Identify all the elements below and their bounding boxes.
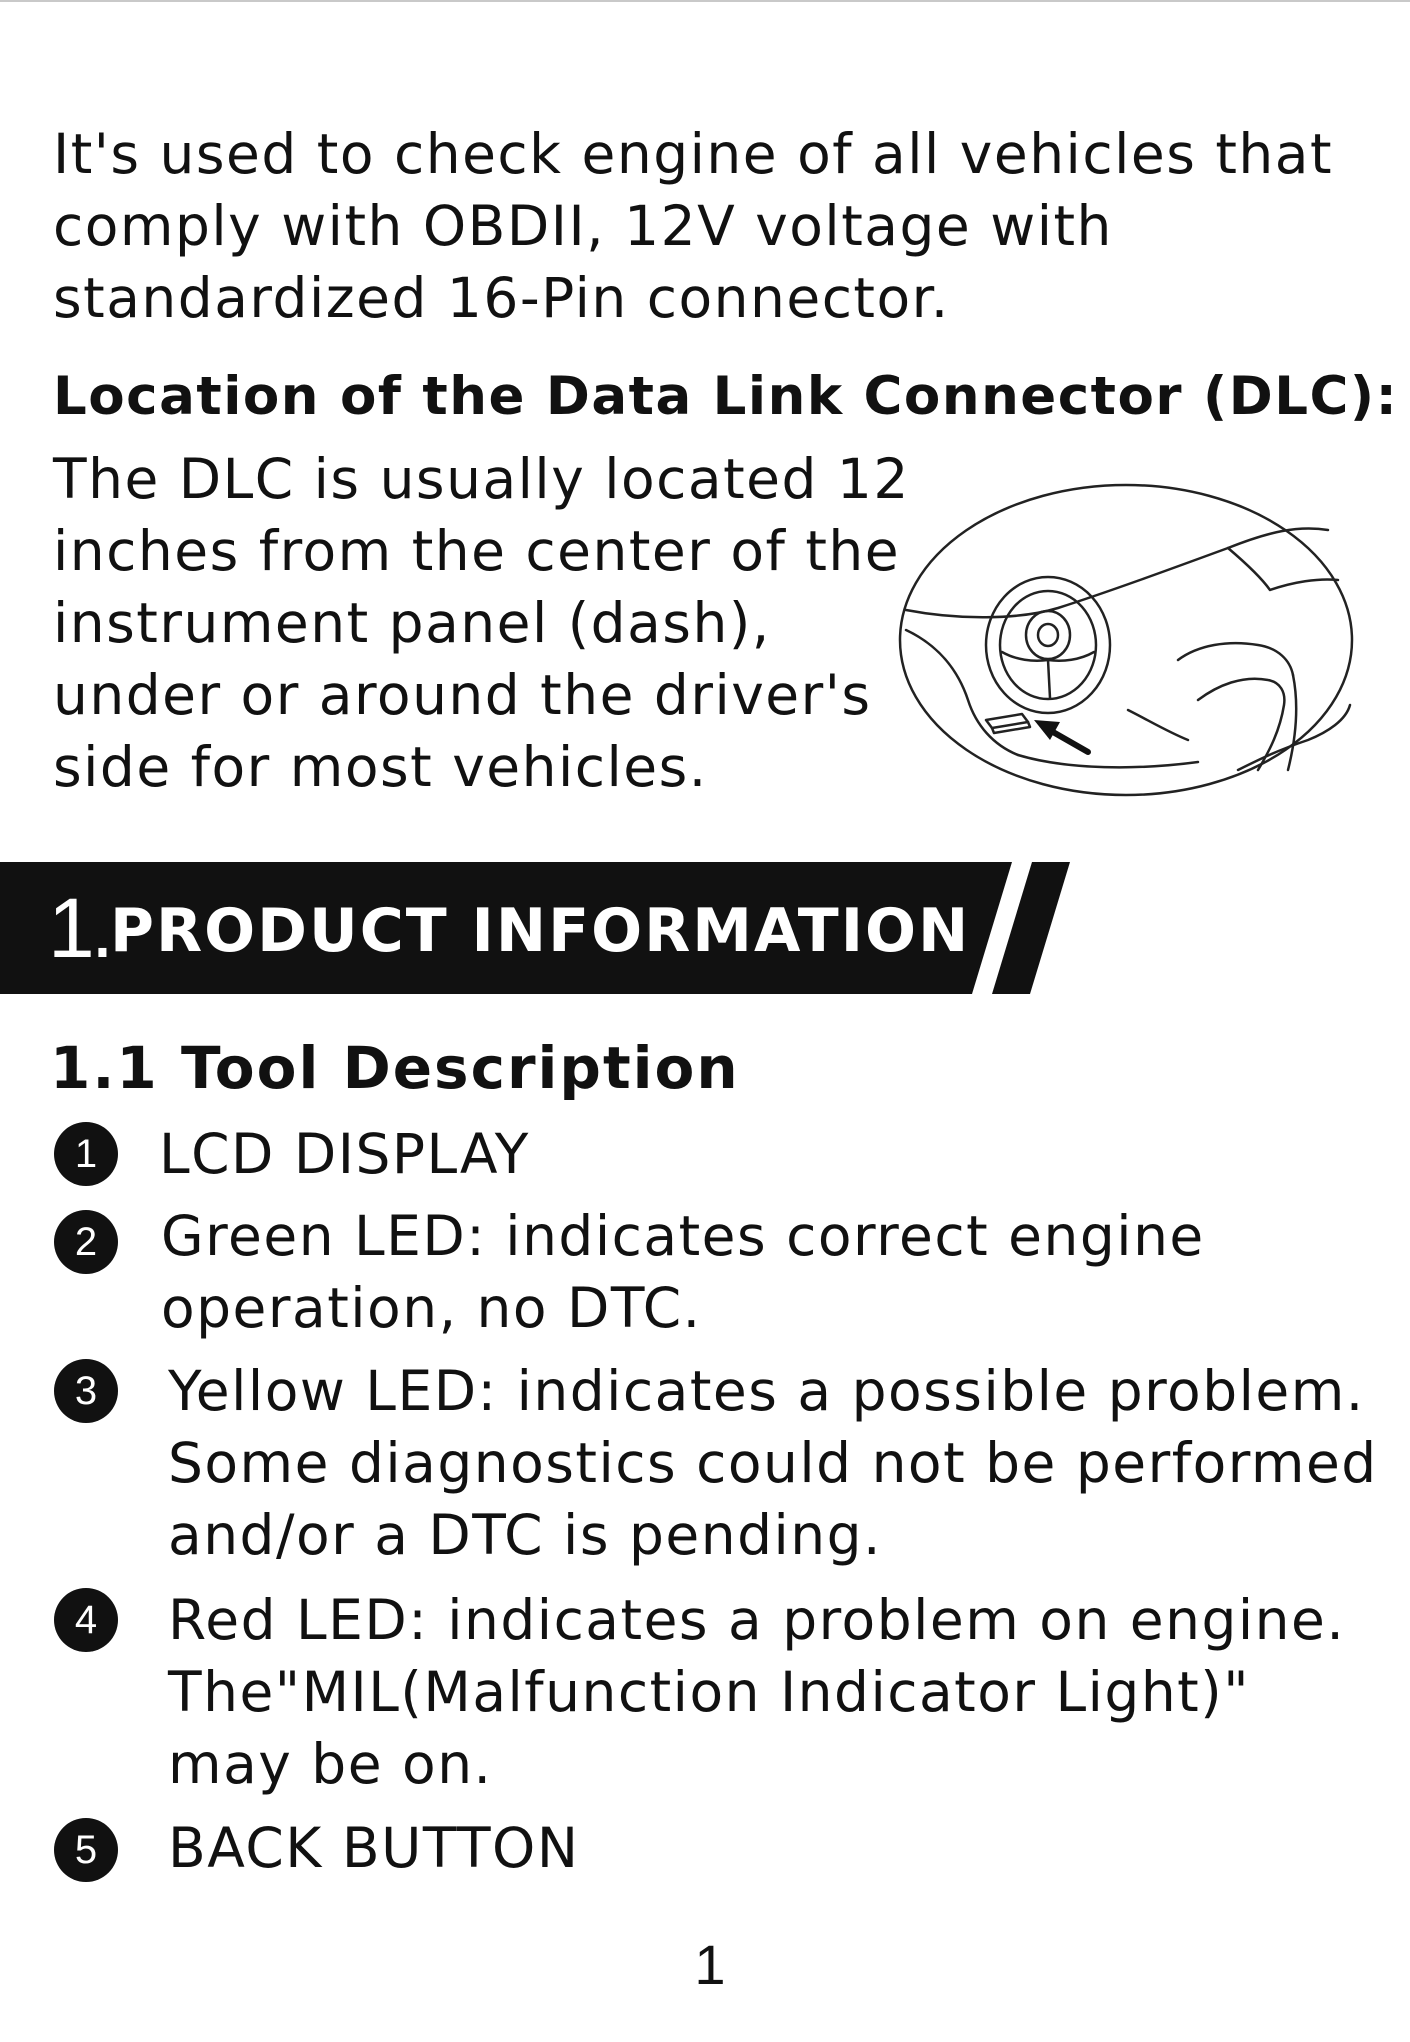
dlc-line: inches from the center of the [53, 519, 901, 583]
dlc-line: instrument panel (dash), [53, 591, 771, 655]
list-item-line: Red LED: indicates a problem on engine. [168, 1588, 1346, 1652]
number-badge-4: 4 [54, 1588, 118, 1652]
list-item-line: Green LED: indicates correct engine [161, 1204, 1205, 1268]
list-item-text [161, 1200, 1205, 1344]
top-divider [0, 0, 1410, 2]
list-item-line: and/or a DTC is pending. [168, 1503, 883, 1567]
tool-description-heading: 1.1 Tool Description [50, 1034, 740, 1102]
section-banner [0, 862, 1080, 994]
intro-line: standardized 16-Pin connector. [53, 266, 950, 330]
list-item-line: Some diagnostics could not be performed [168, 1431, 1378, 1495]
dlc-line: under or around the driver's [53, 663, 872, 727]
list-item-text [168, 1584, 1345, 1800]
section-title: PRODUCT INFORMATION [110, 896, 971, 966]
intro-line: It's used to check engine of all vehicles that [53, 122, 1334, 186]
dlc-line: The DLC is usually located 12 [53, 447, 910, 511]
number-badge-2: 2 [54, 1210, 118, 1274]
list-item-line: The"MIL(Malfunction Indicator Light)" [168, 1660, 1250, 1724]
number-badge-1: 1 [54, 1122, 118, 1186]
dlc-line: side for most vehicles. [53, 735, 708, 799]
page-number: 1 [694, 1933, 726, 1996]
number-badge-3: 3 [54, 1359, 118, 1423]
list-item-line: operation, no DTC. [161, 1276, 702, 1340]
list-item-line: Yellow LED: indicates a possible problem. [168, 1359, 1365, 1423]
section-number: 1. [48, 881, 111, 975]
number-badge-5: 5 [54, 1818, 118, 1882]
list-item-text [159, 1118, 530, 1190]
list-item-line: BACK BUTTON [168, 1816, 580, 1880]
list-item-text [168, 1355, 1378, 1571]
list-item-text [168, 1812, 580, 1884]
dlc-paragraph [53, 443, 910, 803]
dlc-heading: Location of the Data Link Connector (DLC): [53, 366, 1399, 427]
intro-line: comply with OBDII, 12V voltage with [53, 194, 1113, 258]
intro-paragraph [53, 118, 1333, 334]
dlc-location-illustration [898, 470, 1358, 810]
list-item-line: may be on. [168, 1732, 493, 1796]
list-item-line: LCD DISPLAY [159, 1122, 530, 1186]
